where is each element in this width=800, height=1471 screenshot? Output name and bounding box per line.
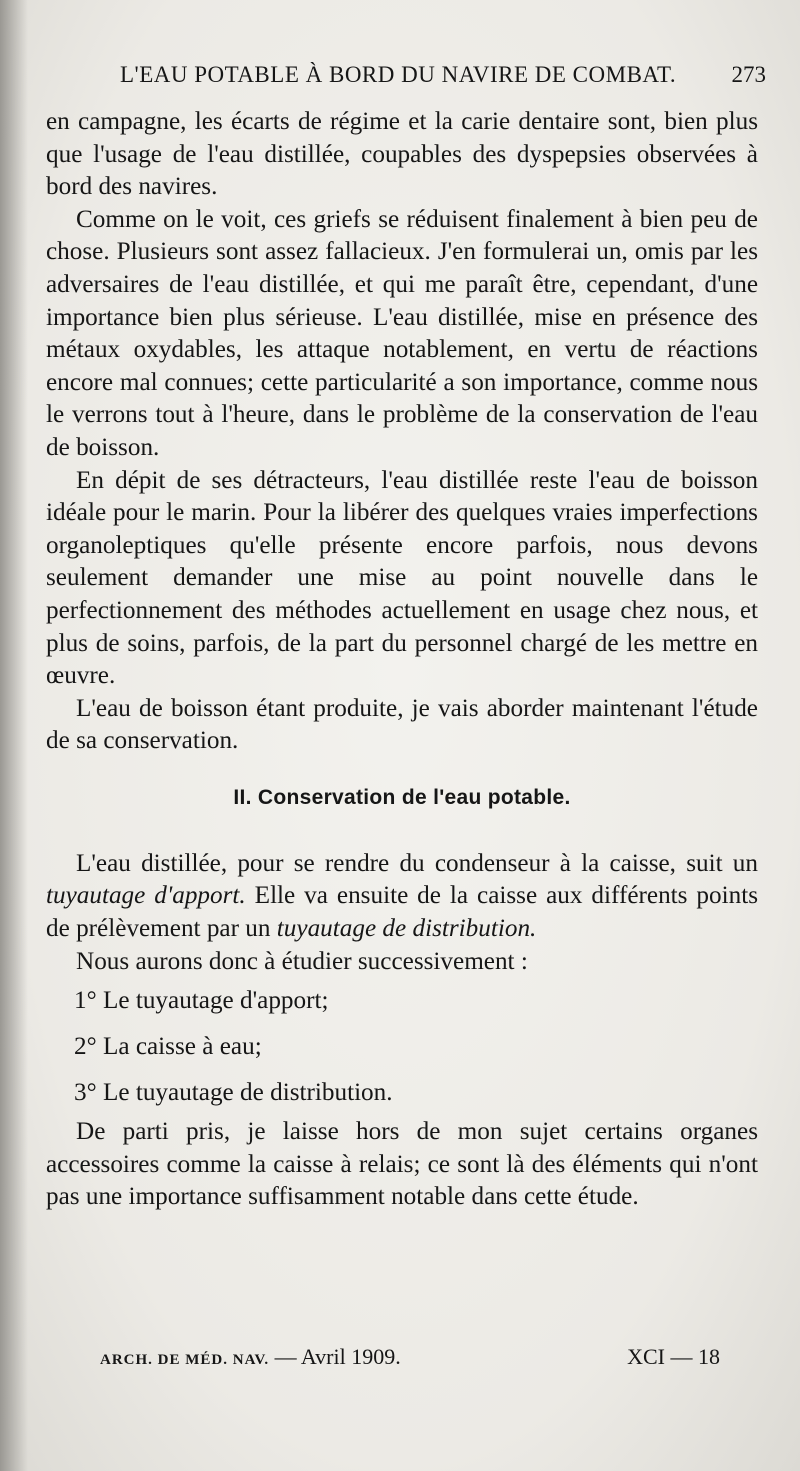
- section-heading: II. Conservation de l'eau potable.: [233, 785, 571, 809]
- paragraph-1: en campagne, les écarts de régime et la carie dentaire sont, bien plus que l'usage de l'eau distillée, coupables des dyspepsies observées à bord des navires.: [46, 108, 758, 201]
- page-footer: [100, 1344, 720, 1378]
- paragraph-5-text-a: L'eau distillée, pour se rendre du condenseur à la caisse, suit un: [76, 849, 758, 877]
- page-number: 273: [731, 62, 766, 87]
- term-tuyautage-distribution: tuyautage de distribution.: [276, 915, 537, 943]
- paragraph-4: L'eau de boisson étant produite, je vais aborder maintenant l'étude de sa conservation.: [46, 694, 758, 755]
- paragraph-2: Comme on le voit, ces griefs se réduisent finalement à bien peu de chose. Plusieurs sont assez fallacieux. J'en formulerai un, omis par les adversaires de l'eau distillée, et qui me paraît être, cependant, d'une importance bien plus sérieuse. L'eau distillée, mise en présence des métaux oxydables, les attaque notablement, en vertu de réactions encore mal connues; cette particularité a son importance, comme nous le verrons tout à l'heure, dans le problème de la conservation de l'eau de boisson.: [46, 205, 758, 461]
- list-item-2: 2° La caisse à eau;: [74, 1033, 262, 1061]
- page-header: [96, 62, 766, 94]
- binding-shadow: [0, 0, 28, 1471]
- term-tuyautage-apport: tuyautage d'apport.: [46, 882, 246, 910]
- issue-date: — Avril 1909.: [274, 1344, 401, 1369]
- journal-name: ARCH. DE MÉD. NAV.: [100, 1352, 270, 1368]
- list-item-3: 3° Le tuyautage de distribution.: [74, 1079, 393, 1107]
- journal-citation: [100, 1344, 401, 1370]
- body-text: [46, 106, 758, 1214]
- running-title: L'EAU POTABLE À BORD DU NAVIRE DE COMBAT.: [120, 62, 677, 87]
- paragraph-7: De parti pris, je laisse hors de mon sujet certains organes accessoires comme la caisse à relais; ce sont là des éléments qui n'ont pas une importance suffisamment notable dans cette étude.: [46, 1118, 758, 1211]
- paragraph-6: Nous aurons donc à étudier successivement :: [76, 947, 528, 975]
- list-item-1: 1° Le tuyautage d'apport;: [74, 987, 329, 1015]
- signature-mark: XCI — 18: [627, 1344, 720, 1369]
- paragraph-5: [46, 848, 758, 946]
- paragraph-3: En dépit de ses détracteurs, l'eau distillée reste l'eau de boisson idéale pour le marin. Pour la libérer des quelques vraies imperfections organoleptiques qu'elle présente encore parfois, nous devons seulement demander une mise au point nouvelle dans le perfectionnement des méthodes actuellement en usage chez nous, et plus de soins, parfois, de la part du personnel chargé de les mettre en œuvre.: [46, 466, 758, 690]
- paragraph-5-text-b: Elle va ensuite de la caisse aux différents points de prélèvement par un: [46, 882, 758, 943]
